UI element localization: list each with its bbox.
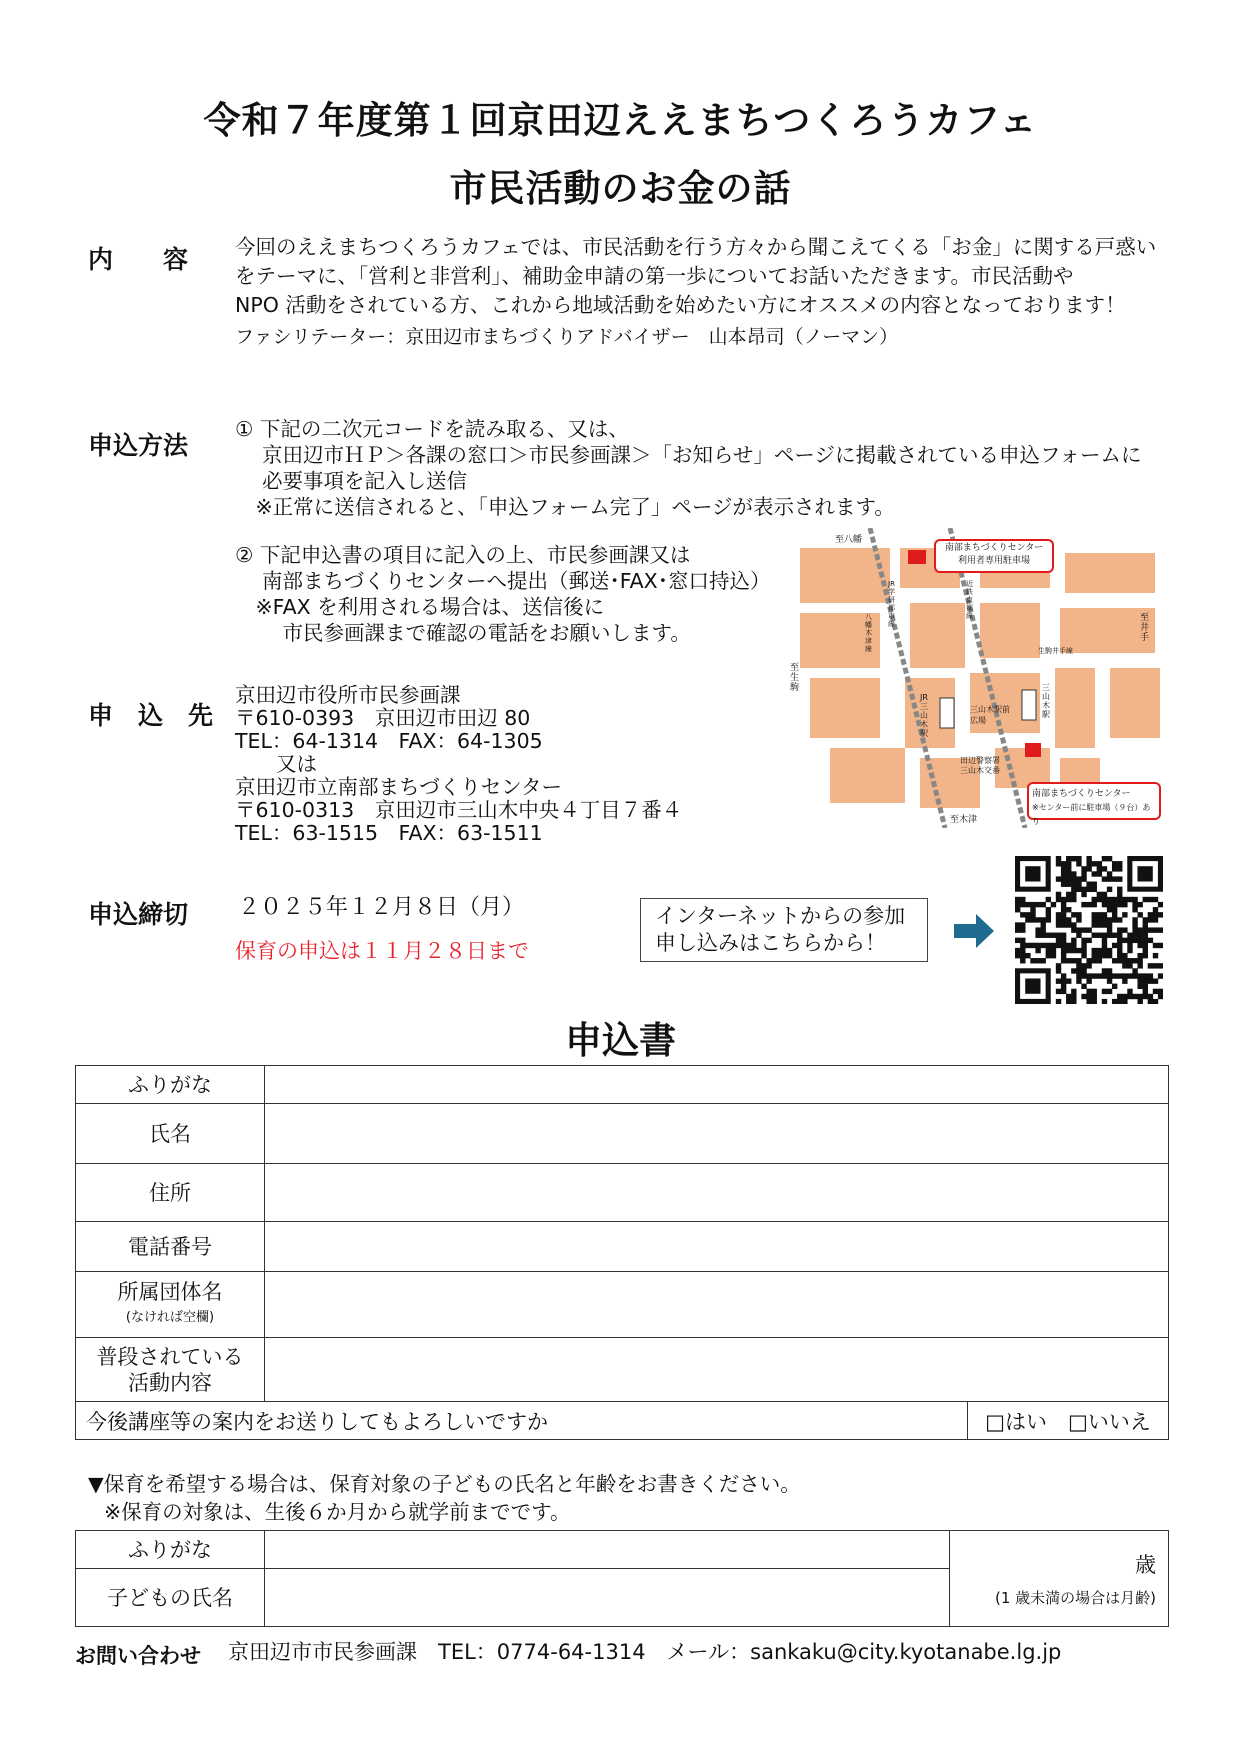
activity-label-line: 活動内容 — [128, 1370, 212, 1395]
group-label-text: 所属団体名 — [117, 1279, 223, 1304]
content-text — [235, 233, 1156, 352]
callout-line: 申し込みはこちらから！ — [655, 931, 886, 955]
map-label-square: 三山木駅前広場 — [970, 705, 1010, 725]
map-label-kizu: 至木津 — [950, 815, 978, 825]
deadline-date: ２０２５年１２月８日（月） — [238, 895, 525, 920]
map-label-jr-station: JR三山木駅 — [920, 693, 928, 738]
map-label-ikoma: 至生駒 — [790, 663, 800, 693]
childcare-note-2: ※保育の対象は、生後６か月から就学前までです。 — [104, 1500, 571, 1524]
center-sublabel: ※センター前に駐車場（９台）あり — [1032, 803, 1151, 826]
callout-line: インターネットからの参加 — [655, 904, 906, 928]
destination-text — [235, 684, 682, 845]
method2-line: 市民参画課まで確認の電話をお願いします。 — [235, 621, 691, 645]
apply-method-label: 申込方法 — [88, 431, 189, 460]
name-field[interactable] — [265, 1104, 1169, 1164]
qr-code-graphic[interactable] — [1015, 856, 1163, 1004]
method2-line: ② 下記申込書の項目に記入の上、市民参画課又は — [235, 543, 691, 567]
method1-line: ① 下記の二次元コードを読み取る、又は、 — [235, 417, 629, 441]
apply-method-2 — [235, 542, 770, 646]
child-age-field[interactable] — [950, 1531, 1169, 1627]
destination-line: 京田辺市役所市民参画課 — [235, 683, 461, 707]
internet-callout — [640, 898, 928, 962]
facilitator-text: ファシリテーター：京田辺市まちづくりアドバイザー 山本昂司（ノーマン） — [235, 326, 899, 348]
map-label-jr-line: JR学研都市線 — [888, 580, 895, 628]
content-line: をテーマに、「営利と非営利」、補助金申請の第一歩についてお話いただきます。市民活動や — [235, 264, 1074, 288]
contact-text: 京田辺市市民参画課 TEL：0774-64-1314 メール：sankaku@city.kyotanabe.lg.jp — [228, 1640, 1062, 1664]
parking-callout — [938, 542, 1050, 568]
map-label-ide: 至井手 — [1140, 613, 1150, 643]
method2-line: ※FAX を利用される場合は、送信後に — [235, 595, 605, 619]
group-field[interactable] — [265, 1272, 1169, 1338]
destination-line: 京田辺市立南部まちづくりセンター — [235, 775, 562, 799]
parking-sublabel: 利用者専用駐車場 — [957, 556, 1030, 566]
destination-line: 〒610-0313 京田辺市三山木中央４丁目７番４ — [235, 798, 683, 822]
apply-method-1 — [235, 416, 1141, 520]
method1-line: ※正常に送信されると、「申込フォーム完了」ページが表示されます。 — [235, 495, 895, 519]
phone-label: 電話番号 — [76, 1222, 265, 1272]
content-line: NPO 活動をされている方、これから地域活動を始めたい方にオススメの内容となっております！ — [235, 293, 1126, 317]
method1-line: 京田辺市ＨＰ＞各課の窓口＞市民参画課＞「お知らせ」ページに掲載されている申込フォームに — [235, 443, 1142, 467]
destination-line: TEL：63-1515 FAX：63-1511 — [235, 821, 543, 845]
deadline-label: 申込締切 — [88, 900, 189, 929]
child-furigana-label: ふりがな — [76, 1531, 265, 1569]
destination-label: 申 込 先 — [88, 701, 214, 730]
childcare-note-1: ▼保育を希望する場合は、保育対象の子どもの氏名と年齢をお書きください。 — [88, 1472, 801, 1496]
application-form — [75, 1065, 1169, 1440]
activity-label-line: 普段されている — [96, 1344, 244, 1369]
center-callout — [1032, 787, 1158, 829]
map-label-kintetsu-station: 三山木駅 — [1042, 683, 1050, 719]
access-map — [790, 528, 1170, 828]
page-subtitle: 市民活動のお金の話 — [449, 167, 792, 210]
form-heading: 申込書 — [565, 1019, 676, 1062]
qr-code[interactable] — [1015, 856, 1163, 1004]
method2-line: 南部まちづくりセンターへ提出（郵送･FAX･窓口持込） — [235, 569, 771, 593]
child-name-label: 子どもの氏名 — [76, 1569, 265, 1627]
child-name-field[interactable] — [265, 1569, 950, 1627]
destination-line: 〒610-0393 京田辺市田辺 80 — [235, 706, 531, 730]
map-label-kintetsu-line: 近鉄京都線 — [966, 580, 973, 620]
activity-label — [76, 1338, 265, 1402]
name-label: 氏名 — [76, 1104, 265, 1164]
destination-line: TEL：64-1314 FAX：64-1305 — [235, 729, 543, 753]
arrow-right-icon — [952, 912, 996, 954]
contact-label: お問い合わせ — [75, 1644, 201, 1668]
childcare-form — [75, 1530, 1169, 1627]
map-label-ikoma-road: 生駒井手線 — [1038, 647, 1073, 655]
destination-line: 又は — [235, 752, 317, 776]
group-label-note: (なければ空欄) — [125, 1309, 215, 1325]
address-field[interactable] — [265, 1164, 1169, 1222]
age-unit: 歳 — [1135, 1553, 1156, 1577]
consent-question: 今後講座等の案内をお送りしてもよろしいですか — [76, 1402, 968, 1440]
consent-checkboxes[interactable]: □はい □いいえ — [968, 1402, 1169, 1440]
child-furigana-field[interactable] — [265, 1531, 950, 1569]
group-label — [76, 1272, 265, 1338]
map-label-yawata: 至八幡 — [835, 535, 863, 545]
childcare-deadline: 保育の申込は１１月２８日まで — [235, 939, 529, 963]
map-label-yawata-road: 八幡木津線 — [865, 613, 872, 653]
furigana-label: ふりがな — [76, 1066, 265, 1104]
address-label: 住所 — [76, 1164, 265, 1222]
age-note: (1 歳未満の場合は月齢) — [994, 1589, 1156, 1607]
map-graphic — [790, 528, 1170, 828]
furigana-field[interactable] — [265, 1066, 1169, 1104]
childcare-notes — [88, 1470, 801, 1526]
content-label: 内 容 — [88, 245, 189, 274]
method1-line: 必要事項を記入し送信 — [235, 469, 468, 493]
parking-label: 南部まちづくりセンター — [944, 543, 1044, 553]
activity-field[interactable] — [265, 1338, 1169, 1402]
map-label-police: 田辺警察署三山木交番 — [960, 756, 1000, 775]
center-label: 南部まちづくりセンター — [1032, 789, 1131, 799]
page-title: 令和７年度第１回京田辺ええまちつくろうカフェ — [203, 99, 1038, 142]
content-line: 今回のええまちつくろうカフェでは、市民活動を行う方々から聞こえてくる「お金」に関する戸惑い — [235, 235, 1157, 259]
phone-field[interactable] — [265, 1222, 1169, 1272]
